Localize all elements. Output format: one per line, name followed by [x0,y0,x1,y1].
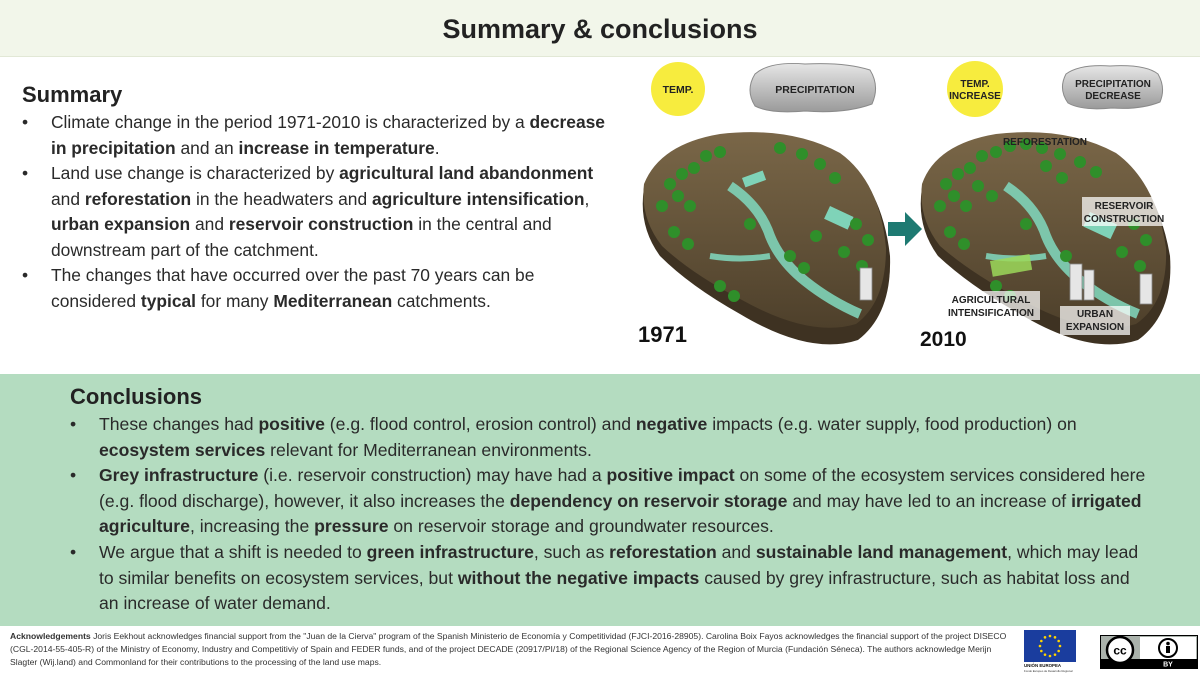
agri-label-2: INTENSIFICATION [948,308,1034,319]
text-run: Land use change is characterized by [51,163,340,183]
summary-heading: Summary [22,82,123,107]
bold-text: reforestation [609,541,717,562]
bold-text: pressure [314,516,389,537]
text-run: impacts (e.g. water supply, food production) on [707,414,1077,434]
bullet-item [22,161,622,263]
text-run: We argue that a shift is needed to [99,541,367,562]
bold-text: positive impact [606,465,735,486]
bold-text: urban expansion [51,214,191,234]
precip-label-2010-1: PRECIPITATION [1075,79,1151,90]
year-label-2010: 2010 [920,328,967,351]
text-run: and an [175,137,239,158]
bold-text: agriculture intensification [371,188,585,209]
footer [0,626,1200,675]
reservoir-label-2: CONSTRUCTION [1083,214,1165,225]
summary-section [22,82,622,314]
text-run: , such as [533,541,610,562]
summary-list [22,110,622,314]
bold-text: green infrastructure [366,541,534,562]
bold-text: sustainable land management [755,541,1008,562]
text-run: and [190,214,229,234]
agri-label-1: AGRICULTURAL [951,295,1031,306]
text-run: catchments. [392,290,491,311]
bold-text: typical [140,290,197,311]
by-label: BY [1163,661,1173,669]
bold-text: ecosystem services [99,439,266,460]
year-label-1971: 1971 [638,322,687,347]
change-arrow-icon [888,212,922,246]
text-run: . [434,137,440,158]
text-run: (e.g. flood control, erosion control) and [324,414,636,434]
bullet-item [22,263,622,314]
bold-text: without the negative impacts [457,567,700,588]
text-run: on reservoir storage and groundwater resources. [388,516,774,537]
bold-text: positive [258,414,325,434]
svg-text:cc: cc [1113,643,1127,658]
eu-logo-label: UNIÓN EUROPEA [1024,663,1062,668]
bold-text: Grey infrastructure [99,465,259,486]
conclusions-list [70,412,1150,617]
bold-text: dependency on reservoir storage [509,490,788,511]
eu-star-icon [1057,640,1060,643]
urban-label-2: EXPANSION [1065,322,1125,333]
text-run: and [716,541,756,562]
eu-star-icon [1059,645,1062,648]
text-run: Climate change in the period 1971-2010 is characterized by a [51,112,530,132]
eu-star-icon [1044,636,1047,639]
ack-label: Acknowledgements [10,631,91,641]
bold-text: Mediterranean [273,290,393,311]
land-use-figure [630,56,1200,374]
temp-label-2010-2: INCREASE [949,91,1001,102]
text-run: The changes that have occurred over the past 70 years can be considered [51,265,535,311]
eu-star-icon [1049,655,1052,658]
title-bar [0,0,1200,57]
bullet-item [70,412,1150,463]
bold-text: irrigated agriculture [99,490,1142,537]
bold-text: negative [635,414,708,434]
bold-text: reservoir construction [228,214,414,234]
eu-star-icon [1039,645,1042,648]
eu-star-icon [1049,635,1052,638]
eu-star-icon [1044,653,1047,656]
text-run: , which may lead to similar benefits on ecosystem services, but [99,541,1139,588]
bullet-item [22,110,622,161]
catchment-1971 [643,132,890,344]
eu-logo-sub: Fondo Europeo de Desarrollo Regional [1024,669,1073,673]
text-run: and may have led to an increase of [787,490,1072,511]
ack-text: Joris Eekhout acknowledges financial support from the "Juan de la Cierva" program of the Spanish Ministerio de Economía y Competitividad (FJCI-2016-28905). Carolina Boix Fayos acknowledges the financial support of the project DISECO (CGL-2014-55-405-R) of the Ministry of Economy, Industry and Competitiviy of Spain and FEDER funds, and of the project DECADE (20917/PI/18) of the Regional Science Agency of the Region of Murcia (Fundación Séneca). The authors acknowledge Merijn Slagter (Wij.land) and Commonland for their contributions to the processing of the land use maps. [10,631,1007,668]
temp-label-2010-1: TEMP. [960,79,990,90]
cc-by-logo [1100,635,1198,669]
eu-star-icon [1040,650,1043,653]
bold-text: agricultural land abandonment [339,163,594,183]
eu-star-icon [1057,650,1060,653]
bullet-item [70,540,1150,617]
text-run: caused by grey infrastructure, such as habitat loss and an increase of water demand. [99,567,1130,614]
temp-label-1971: TEMP. [662,84,694,96]
conclusions-heading: Conclusions [70,384,203,409]
text-run: in the central and downstream part of the catchment. [51,214,552,260]
text-run: , increasing the [189,516,315,537]
text-run: on some of the ecosystem services considered here (e.g. flood discharge), however, it also increases the [99,465,1146,511]
bold-text: increase in temperature [238,137,435,158]
eu-flag-logo [1022,629,1078,673]
eu-star-icon [1054,653,1057,656]
eu-star-icon [1040,640,1043,643]
land-use-illustration [630,56,1200,374]
text-run: in the headwaters and [191,188,372,209]
bullet-item [70,463,1150,540]
text-run: relevant for Mediterranean environments. [265,439,592,460]
reservoir-label-1: RESERVOIR [1094,201,1154,212]
text-run: and [51,188,85,209]
page-title: Summary & conclusions [442,14,758,44]
text-run: These changes had [99,414,259,434]
precip-label-2010-2: DECREASE [1085,91,1141,102]
precip-label-1971: PRECIPITATION [775,84,855,96]
conclusions-section [0,374,1200,626]
bold-text: decrease in precipitation [51,112,605,158]
text-run: , [584,188,590,209]
text-run: (i.e. reservoir construction) may have had a [258,465,607,486]
acknowledgements [10,630,1010,670]
eu-star-icon [1054,636,1057,639]
bold-text: reforestation [84,188,192,209]
text-run: for many [196,290,274,311]
urban-label-1: URBAN [1076,309,1114,320]
reforestation-label: REFORESTATION [1002,137,1088,148]
